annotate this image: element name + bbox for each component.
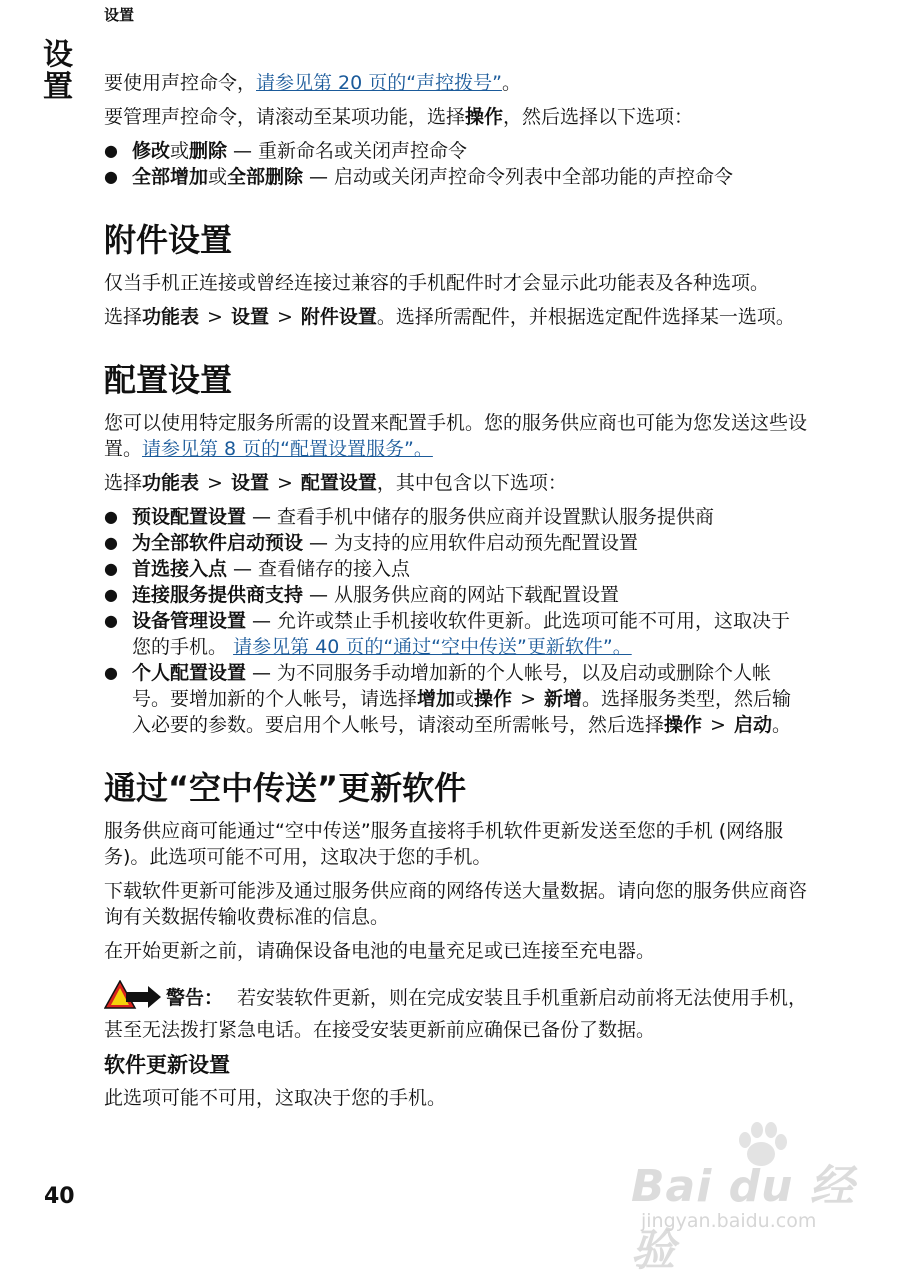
text: 。选择服务类型，然后输入必要的参数。要启用个人帐号，请滚动至所需帐号，然后选择 (132, 688, 792, 736)
page-number: 40 (44, 1184, 75, 1209)
configuration-options-list (104, 504, 808, 738)
menu-term: 操作 (465, 106, 504, 128)
dash: — (233, 558, 253, 580)
text: 查看手机中储存的服务供应商并设置默认服务提供商 (277, 506, 715, 528)
list-item (104, 504, 808, 530)
subsection-title-update-settings: 软件更新设置 (104, 1053, 230, 1077)
warning-paragraph (104, 980, 808, 1043)
dash: — (252, 610, 272, 632)
menu-term: 预设配置设置 (132, 506, 247, 528)
warning-text: 若安装软件更新，则在完成安装且手机重新启动前将无法使用手机，甚至无法拨打紧急电话。在接受安装更新前应确保已备份了数据。 (104, 987, 808, 1041)
dash: — (252, 662, 272, 684)
arrow: > (710, 714, 726, 736)
section-side-tab: 设置 (37, 38, 72, 102)
watermark-url: jingyan.baidu.com (641, 1210, 817, 1232)
accessory-path-paragraph (104, 304, 808, 330)
config-service-link[interactable]: 请参见第 8 页的“配置设置服务”。 (142, 438, 433, 460)
menu-term: 为全部软件启动预设 (132, 532, 304, 554)
text: 。 (771, 714, 791, 736)
menu-term: 修改 (132, 140, 171, 162)
menu-term: 附件设置 (300, 306, 377, 328)
text: ，其中包含以下选项： (376, 472, 567, 494)
section-title-configuration: 配置设置 (104, 361, 233, 399)
text: 。选择所需配件，并根据选定配件选择某一选项。 (376, 306, 795, 328)
arrow: > (276, 306, 293, 328)
section-title-accessory: 附件设置 (104, 221, 233, 259)
text: 或 (455, 688, 475, 710)
menu-term: 设备管理设置 (132, 610, 247, 632)
menu-term: 功能表 (142, 472, 200, 494)
configuration-path-paragraph (104, 470, 808, 496)
list-item (104, 582, 808, 608)
menu-term: 连接服务提供商支持 (132, 584, 304, 606)
menu-term: 设置 (230, 306, 269, 328)
voice-options-list (104, 138, 808, 190)
list-item (104, 164, 808, 190)
ota-paragraph-1: 服务供应商可能通过“空中传送”服务直接将手机软件更新发送至您的手机 (网络服务)。此选项可能不可用，这取决于您的手机。 (104, 820, 784, 868)
list-item (104, 530, 808, 556)
text: 或 (170, 140, 190, 162)
text: 从服务供应商的网站下载配置设置 (334, 584, 620, 606)
menu-term: 个人配置设置 (132, 662, 247, 684)
ota-paragraph-2: 下载软件更新可能涉及通过服务供应商的网络传送大量数据。请向您的服务供应商咨询有关数据传输收费标准的信息。 (104, 880, 808, 928)
menu-term: 增加 (417, 688, 456, 710)
arrow: > (207, 472, 223, 494)
text: 为支持的应用软件启动预先配置设置 (334, 532, 639, 554)
page-content (104, 70, 808, 1119)
menu-term: 首选接入点 (132, 558, 228, 580)
text: 启动或关闭声控命令列表中全部功能的声控命令 (334, 166, 734, 188)
ota-paragraph-3: 在开始更新之前，请确保设备电池的电量充足或已连接至充电器。 (104, 940, 656, 962)
warning-label: 警告： (166, 987, 224, 1009)
list-item (104, 138, 808, 164)
text: 重新命名或关闭声控命令 (258, 140, 468, 162)
running-header: 设置 (104, 6, 135, 24)
menu-term: 操作 (474, 688, 513, 710)
voice-command-paragraph (104, 70, 808, 96)
text: 您可以使用特定服务所需的设置来配置手机。您的服务供应商也可能为您发送这些设置。 (104, 412, 808, 460)
arrow: > (520, 688, 536, 710)
menu-term: 全部删除 (227, 166, 304, 188)
menu-term: 配置设置 (300, 472, 377, 494)
text: 允许或禁止手机接收软件更新。此选项可能不可用，这取决于您的手机。 (132, 610, 791, 658)
menu-term: 全部增加 (132, 166, 209, 188)
list-item (104, 556, 808, 582)
text: 。 (501, 72, 521, 94)
text: ，然后选择以下选项： (503, 106, 694, 128)
list-item (104, 660, 808, 738)
text: 要使用声控命令， (104, 72, 257, 94)
text: 查看储存的接入点 (258, 558, 411, 580)
text: 要管理声控命令，请滚动至某项功能，选择 (104, 106, 466, 128)
watermark-logo: Bai du 经验 (631, 1161, 855, 1276)
text: 选择 (104, 306, 143, 328)
voice-dial-link[interactable]: 请参见第 20 页的“声控拨号” (256, 72, 502, 94)
manage-voice-paragraph (104, 104, 808, 130)
menu-term: 启动 (733, 714, 772, 736)
text: 或 (208, 166, 228, 188)
accessory-paragraph: 仅当手机正连接或曾经连接过兼容的手机配件时才会显示此功能表及各种选项。 (104, 272, 770, 294)
ota-update-link[interactable]: 请参见第 40 页的“通过“空中传送”更新软件”。 (233, 636, 632, 658)
warning-icon (104, 980, 162, 1017)
menu-term: 新增 (543, 688, 582, 710)
dash: — (309, 166, 329, 188)
list-item (104, 608, 808, 660)
dash: — (309, 532, 329, 554)
section-title-ota-update: 通过“空中传送”更新软件 (104, 769, 467, 807)
menu-term: 设置 (230, 472, 269, 494)
dash: — (309, 584, 329, 606)
text: 选择 (104, 472, 143, 494)
update-settings-paragraph: 此选项可能不可用，这取决于您的手机。 (104, 1087, 447, 1109)
menu-term: 操作 (664, 714, 703, 736)
dash: — (252, 506, 272, 528)
arrow: > (276, 472, 293, 494)
dash: — (233, 140, 253, 162)
text: 为不同服务手动增加新的个人帐号，以及启动或删除个人帐号。要增加新的个人帐号，请选择 (132, 662, 772, 710)
arrow: > (207, 306, 223, 328)
menu-term: 功能表 (142, 306, 200, 328)
menu-term: 删除 (189, 140, 228, 162)
configuration-paragraph (104, 410, 808, 462)
baidu-watermark (631, 1120, 871, 1276)
